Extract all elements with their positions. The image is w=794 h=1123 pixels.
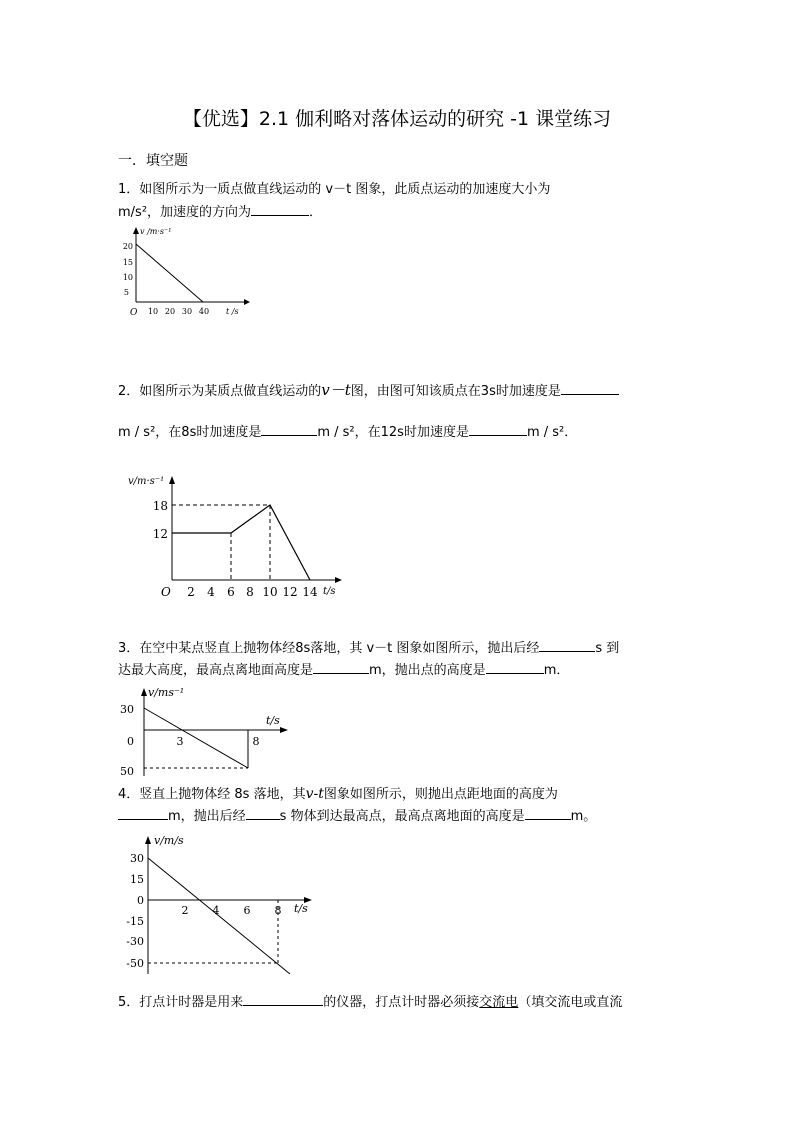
q3-text-b: s 到 <box>595 641 620 656</box>
q3-blank-launch-height[interactable] <box>486 660 544 674</box>
q2-text-a: 2．如图所示为某质点做直线运动的 <box>118 384 322 399</box>
q4-ytick-30: 30 <box>130 852 144 865</box>
q4-xtick-2: 2 <box>181 904 189 917</box>
q4-y-arrow <box>145 836 151 844</box>
q2-xtick-6: 6 <box>227 585 235 599</box>
q1-ylabel: v /m·s⁻¹ <box>140 227 172 236</box>
q2-xtick-12: 12 <box>282 585 298 599</box>
q2-unit-3: m / s² <box>526 425 565 440</box>
q3-xtick-3: 3 <box>176 735 184 748</box>
q3-text-d: m，抛出点的高度是 <box>369 663 486 678</box>
q3-text-e: m． <box>543 663 570 678</box>
q2-unit-2: m / s² <box>317 425 355 440</box>
q4-xtick-4: 4 <box>212 904 220 917</box>
q4-ytick-neg30: -30 <box>126 935 144 948</box>
q5-text-d: （填交流电或直流 <box>518 995 623 1010</box>
q3-ytick-30: 30 <box>120 703 134 716</box>
q4-text-e: m。 <box>570 809 597 824</box>
q3-line2 <box>118 660 569 681</box>
q4-xlabel: t/s <box>294 902 308 915</box>
q3-text-c: 达最大高度，最高点离地面高度是 <box>118 663 314 678</box>
q2-blank-3s[interactable] <box>561 381 619 395</box>
q1-blank-direction[interactable] <box>251 202 309 216</box>
q1-xtick-20: 20 <box>164 307 176 316</box>
q4-ytick-15: 15 <box>130 873 144 886</box>
q3-blank-time[interactable] <box>539 638 595 652</box>
q3-blank-max-height[interactable] <box>313 660 369 674</box>
q1-ytick-5: 5 <box>123 288 129 297</box>
q4-blank-max-height[interactable] <box>525 806 571 820</box>
q1-line2 <box>118 202 322 223</box>
q4-ytick-neg15: -15 <box>126 915 144 928</box>
q2-xtick-2: 2 <box>187 585 195 599</box>
q3-x-arrow <box>280 727 288 733</box>
q4-line1 <box>118 784 558 805</box>
q2-data-line <box>172 505 310 580</box>
q2-ytick-18: 18 <box>152 499 168 513</box>
q1-line1: 1．如图所示为一质点做直线运动的 v－t 图象，此质点运动的加速度大小为 <box>118 182 551 197</box>
q1-ytick-10: 10 <box>122 273 133 282</box>
q4-graph <box>116 830 316 978</box>
q4-text-a: 4．竖直上抛物体经 8s 落地，其 <box>118 787 306 802</box>
q5-text-b: 的仪器，打点计时器必须接 <box>323 995 480 1010</box>
q2-text-c: ，在8s时加速度是 <box>155 425 262 440</box>
q5-line1 <box>118 992 622 1013</box>
q2-text-b: 图，由图可知该质点在3s时加速度是 <box>350 384 561 399</box>
q2-line2 <box>118 422 577 443</box>
q5-answer-ac: 交流电 <box>479 995 519 1010</box>
q4-xtick-6: 6 <box>243 904 251 917</box>
page-title: 【优选】2.1 伽利略对落体运动的研究 -1 课堂练习 <box>182 108 612 130</box>
q2-xlabel: t/s <box>323 586 336 597</box>
q1-ytick-20: 20 <box>122 242 133 251</box>
q2-vt: v－t <box>321 381 351 399</box>
q4-text-b: 图象如图所示，则抛出点距地面的高度为 <box>323 787 558 802</box>
q4-blank-time[interactable] <box>246 806 280 820</box>
q1-graph <box>116 222 256 320</box>
q4-xtick-8: 8 <box>274 904 282 917</box>
q3-y-arrow <box>141 688 147 696</box>
q1-ytick-15: 15 <box>122 258 133 267</box>
q2-x-arrow <box>335 577 342 583</box>
q1-data-line <box>136 244 203 302</box>
q3-xtick-8: 8 <box>252 735 260 748</box>
q3-ytick-50: 50 <box>120 765 134 778</box>
q4-line2 <box>118 806 596 827</box>
q5-blank-purpose[interactable] <box>243 992 323 1006</box>
q1-text-b: ． <box>309 205 323 220</box>
q1-xtick-40: 40 <box>198 307 210 316</box>
q3-text-a: 3．在空中某点竖直上抛物体经8s落地，其 v－t 图象如图所示，抛出后经 <box>118 641 540 656</box>
section-heading: 一．填空题 <box>118 153 188 169</box>
q1-text-a: m/s²，加速度的方向为 <box>118 205 252 220</box>
q4-text-d: s 物体到达最高点，最高点离地面的高度是 <box>279 809 525 824</box>
q3-xlabel: t/s <box>266 714 280 727</box>
q1-xtick-10: 10 <box>147 307 159 316</box>
q2-xtick-4: 4 <box>207 585 215 599</box>
q2-xtick-14: 14 <box>302 585 318 599</box>
q4-vt: v-t <box>305 786 324 802</box>
q2-xtick-10: 10 <box>262 585 278 599</box>
q3-graph <box>116 684 296 780</box>
q2-origin: O <box>161 585 171 599</box>
q3-ylabel: v/ms⁻¹ <box>148 686 185 699</box>
q3-data-line <box>144 708 248 768</box>
q4-blank-launch-height[interactable] <box>118 806 168 820</box>
q4-ylabel: v/m/s <box>154 834 184 847</box>
q2-line1 <box>118 380 619 402</box>
q2-xtick-8: 8 <box>246 585 254 599</box>
q2-ylabel: v/m·s⁻¹ <box>128 476 165 487</box>
q4-ytick-0: 0 <box>137 894 144 907</box>
q2-text-e: ． <box>564 425 578 440</box>
q2-blank-8s[interactable] <box>261 422 317 436</box>
q2-ytick-12: 12 <box>152 527 168 541</box>
q3-line1 <box>118 638 619 659</box>
q2-graph <box>125 470 350 604</box>
q1-xtick-30: 30 <box>181 307 193 316</box>
q1-y-arrow <box>133 227 139 234</box>
q2-blank-12s[interactable] <box>469 422 527 436</box>
q4-text-c: m，抛出后经 <box>168 809 246 824</box>
q1-x-arrow <box>244 299 250 305</box>
q1-origin: O <box>130 308 138 318</box>
q1-xlabel: t /s <box>226 307 239 316</box>
q4-ytick-neg50: -50 <box>126 957 144 970</box>
q2-unit-1: m / s² <box>118 425 156 440</box>
q3-ytick-0: 0 <box>127 735 134 748</box>
q2-text-d: ，在12s时加速度是 <box>354 425 469 440</box>
q5-text-a: 5．打点计时器是用来 <box>118 995 244 1010</box>
q2-y-arrow <box>169 476 175 484</box>
